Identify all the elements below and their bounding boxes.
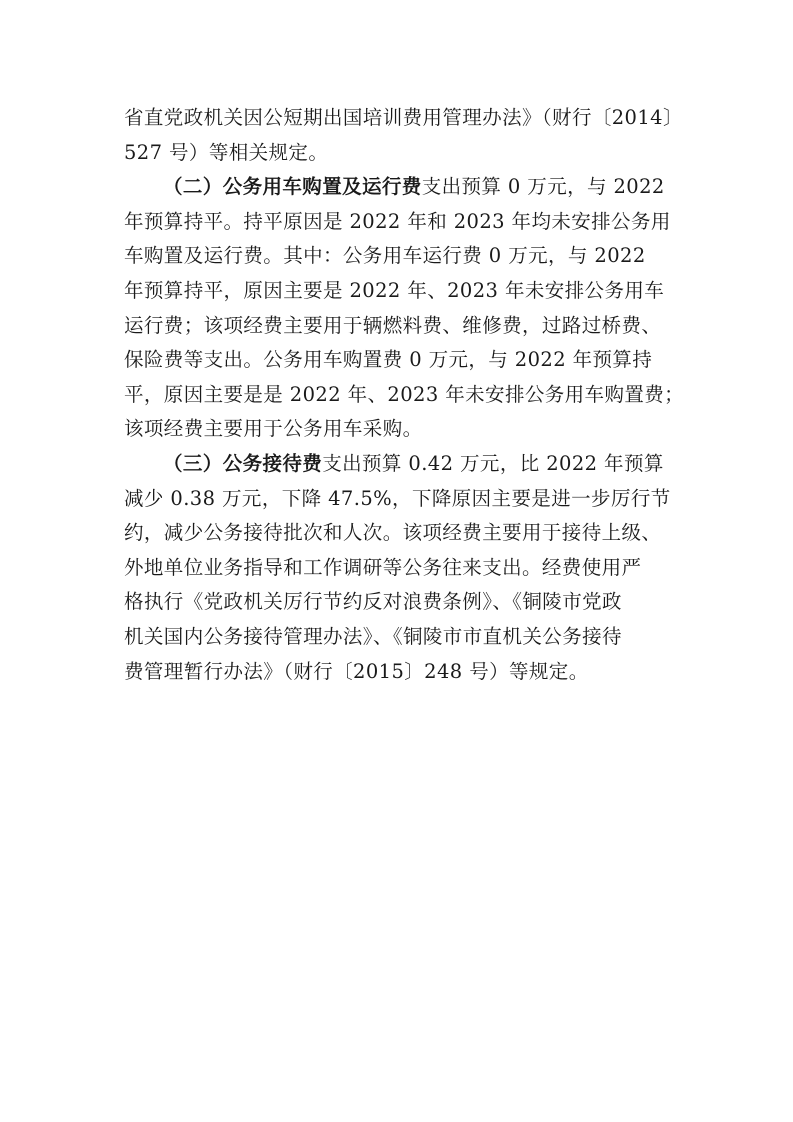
- paragraph-procurement-rules: [124, 101, 683, 170]
- text-line: 格执行《党政机关厉行节约反对浪费条例》、《铜陵市党政: [124, 590, 622, 614]
- paragraph-reception-costs: [124, 447, 676, 689]
- document-body: [124, 101, 685, 689]
- text-line: 省直党政机关因公短期出国培训费用管理办法》（财行〔2014〕: [124, 106, 683, 129]
- paragraph-vehicle-costs: [124, 170, 685, 447]
- text-run: 支出预算 0.42 万元，比 2022 年预算: [322, 451, 664, 475]
- text-line: 年预算持平。持平原因是 2022 年和 2023 年均未安排公务用: [124, 209, 671, 233]
- text-line: 车购置及运行费。其中：公务用车运行费 0 万元，与 2022: [124, 244, 646, 268]
- text-run: 支出预算 0 万元，与 2022: [421, 175, 665, 199]
- text-line: 运行费；该项经费主要用于辆燃料费、维修费，过路过桥费、: [124, 313, 662, 337]
- text-line: [124, 447, 676, 482]
- text-line: 平，原因主要是是 2022 年、2023 年未安排公务用车购置费；: [124, 382, 685, 406]
- text-line: 减少 0.38 万元，下降 47.5%，下降原因主要是进一步厉行节: [124, 486, 671, 510]
- text-line: 机关国内公务接待管理办法》、《铜陵市市直机关公务接待: [124, 624, 622, 648]
- text-line: 约，减少公务接待批次和人次。该项经费主要用于接待上级、: [124, 521, 662, 545]
- section-heading: （二）公务用车购置及运行费: [163, 175, 422, 199]
- text-line: 费管理暂行办法》（财行〔2015〕248 号）等规定。: [124, 659, 589, 683]
- text-line: 527 号）等相关规定。: [124, 140, 329, 164]
- text-line: [124, 170, 676, 205]
- text-line: 该项经费主要用于公务用车采购。: [124, 417, 423, 441]
- text-line: 外地单位业务指导和工作调研等公务往来支出。经费使用严: [124, 555, 642, 579]
- text-line: 年预算持平，原因主要是 2022 年、2023 年未安排公务用车: [124, 278, 665, 302]
- section-heading: （三）公务接待费: [163, 451, 323, 475]
- text-line: 保险费等支出。公务用车购置费 0 万元，与 2022 年预算持: [124, 348, 653, 372]
